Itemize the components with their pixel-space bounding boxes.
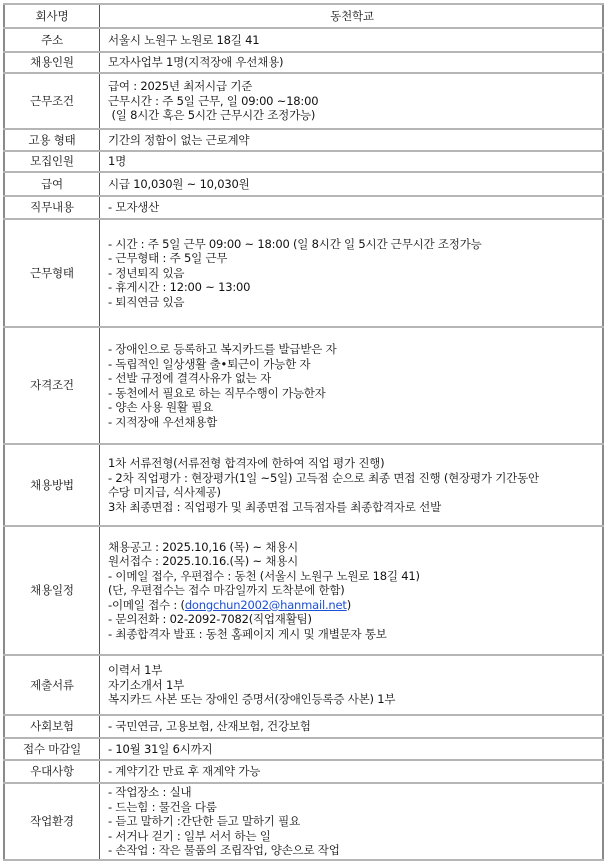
text-line: - 이메일 접수, 우편접수 : 동천 (서울시 노원구 노원로 18길 41) [108, 568, 420, 583]
text-line: - 휴게시간 : 12:00 ~ 13:00 [108, 280, 251, 295]
label-work-conditions: 근무조건 [4, 73, 100, 129]
value-hiring-count: 모자사업부 1명(지적장애 우선채용) [100, 52, 604, 73]
value-job-duty: - 모자생산 [100, 196, 604, 219]
value-work-conditions [100, 73, 604, 129]
value-schedule [100, 526, 604, 655]
value-hiring-method [100, 444, 604, 526]
text-line: 채용공고 : 2025.10,16 (목) ~ 채용시 [108, 539, 299, 554]
text-line: - 독립적인 일상생활 출•퇴근이 가능한 자 [108, 356, 311, 371]
text-line: 3차 최종면접 : 직업평가 및 최종면접 고득점자를 최종합격자로 선발 [108, 499, 441, 514]
row-insurance [4, 715, 603, 738]
text-line: - 작업장소 : 실내 [108, 785, 192, 800]
row-environment [4, 783, 603, 860]
value-recruit-count: 1명 [100, 151, 604, 172]
row-benefits [4, 760, 603, 783]
label-hiring-count: 채용인원 [4, 52, 100, 73]
text-line: - 문의전화 : 02-2092-7082(직업재활팀) [108, 612, 312, 627]
text-line: - 듣고 말하기 :간단한 듣고 말하기 필요 [108, 814, 300, 829]
text-line: - 서거나 걷기 : 일부 서서 하는 일 [108, 828, 271, 843]
text-line: - 손작업 : 작은 물품의 조립작업, 양손으로 작업 [108, 843, 340, 858]
value-documents [100, 655, 604, 715]
row-address [4, 28, 603, 52]
value-environment [100, 783, 604, 860]
label-employment-type: 고용 형태 [4, 129, 100, 151]
job-posting-table [3, 3, 604, 861]
value-company: 동천학교 [100, 4, 604, 28]
text-line: (일 8시간 혹은 5시간 근무시간 조정가능) [108, 108, 316, 123]
text-line: 이력서 1부 [108, 663, 163, 678]
text-line: - 양손 사용 원활 필요 [108, 400, 214, 414]
text-line: - 근무형태 : 주 5일 근무 [108, 251, 228, 266]
label-company: 회사명 [4, 4, 100, 28]
value-employment-type: 기간의 정함이 없는 근로계약 [100, 129, 604, 151]
text-line: - 동천에서 필요로 하는 직무수행이 가능한자 [108, 385, 326, 400]
label-insurance: 사회보험 [4, 715, 100, 738]
text-line: - 퇴직연금 있음 [108, 294, 185, 309]
row-work-conditions [4, 73, 603, 129]
email-prefix: -이메일 접수 : ( [108, 597, 185, 612]
text-line: - 최종합격자 발표 : 동천 홈페이지 게시 및 개별문자 통보 [108, 626, 387, 641]
row-job-duty [4, 196, 603, 219]
row-salary [4, 172, 603, 196]
text-line: 수당 미지급, 식사제공) [108, 485, 221, 499]
label-hiring-method: 채용방법 [4, 444, 100, 526]
label-deadline: 접수 마감일 [4, 738, 100, 760]
label-documents: 제출서류 [4, 655, 100, 715]
value-deadline: - 10월 31일 6시까지 [100, 738, 604, 760]
label-recruit-count: 모집인원 [4, 151, 100, 172]
email-suffix: ) [346, 597, 351, 612]
value-benefits: - 계약기간 만료 후 재계약 가능 [100, 760, 604, 783]
row-work-form [4, 219, 603, 327]
row-documents [4, 655, 603, 715]
row-schedule [4, 526, 603, 655]
email-line [108, 598, 596, 613]
text-line: - 지적장애 우선채용함 [108, 414, 218, 429]
text-line: - 시간 : 주 5일 근무 09:00 ~ 18:00 (일 8시간 일 5시간 근무시간 조정가능 [108, 236, 482, 251]
label-work-form: 근무형태 [4, 219, 100, 327]
row-hiring-count [4, 52, 603, 73]
label-address: 주소 [4, 28, 100, 52]
value-insurance: - 국민연금, 고용보험, 산재보험, 건강보험 [100, 715, 604, 738]
row-deadline [4, 738, 603, 760]
value-qualifications [100, 327, 604, 444]
text-line: - 선발 규정에 결격사유가 없는 자 [108, 371, 272, 385]
row-recruit-count [4, 151, 603, 172]
text-line: 1차 서류전형(서류전형 합격자에 한하여 직업 평가 진행) [108, 456, 385, 470]
label-benefits: 우대사항 [4, 760, 100, 783]
text-line: - 드는힘 : 물건을 다룸 [108, 799, 217, 814]
text-line: - 정년퇴직 있음 [108, 265, 185, 280]
text-line: - 장애인으로 등록하고 복지카드를 발급받은 자 [108, 342, 337, 356]
value-address: 서울시 노원구 노원로 18길 41 [100, 28, 604, 52]
row-hiring-method [4, 444, 603, 526]
label-qualifications: 자격조건 [4, 327, 100, 444]
text-line: - 2차 직업평가 : 현장평가(1일 ~5일) 고득점 순으로 최종 면접 진행 (현장평가 기간동안 [108, 470, 539, 485]
value-work-form [100, 219, 604, 327]
label-schedule: 채용일정 [4, 526, 100, 655]
value-salary: 시급 10,030원 ~ 10,030원 [100, 172, 604, 196]
text-line: (단, 우편접수는 접수 마감일까지 도착분에 한함) [108, 583, 345, 598]
text-line: 급여 : 2025년 최저시급 기준 [108, 79, 253, 94]
text-line: 복지카드 사본 또는 장애인 증명서(장애인등록증 사본) 1부 [108, 692, 396, 707]
email-link[interactable]: dongchun2002@hanmail.net [184, 597, 347, 612]
label-job-duty: 직무내용 [4, 196, 100, 219]
row-qualifications [4, 327, 603, 444]
text-line: 원서접수 : 2025.10.16.(목) ~ 채용시 [108, 554, 299, 569]
text-line: 자기소개서 1부 [108, 677, 185, 692]
row-employment-type [4, 129, 603, 151]
label-environment: 작업환경 [4, 783, 100, 860]
text-line: 근무시간 : 주 5일 근무, 일 09:00 ~18:00 [108, 93, 319, 108]
label-salary: 급여 [4, 172, 100, 196]
row-company [4, 4, 603, 28]
